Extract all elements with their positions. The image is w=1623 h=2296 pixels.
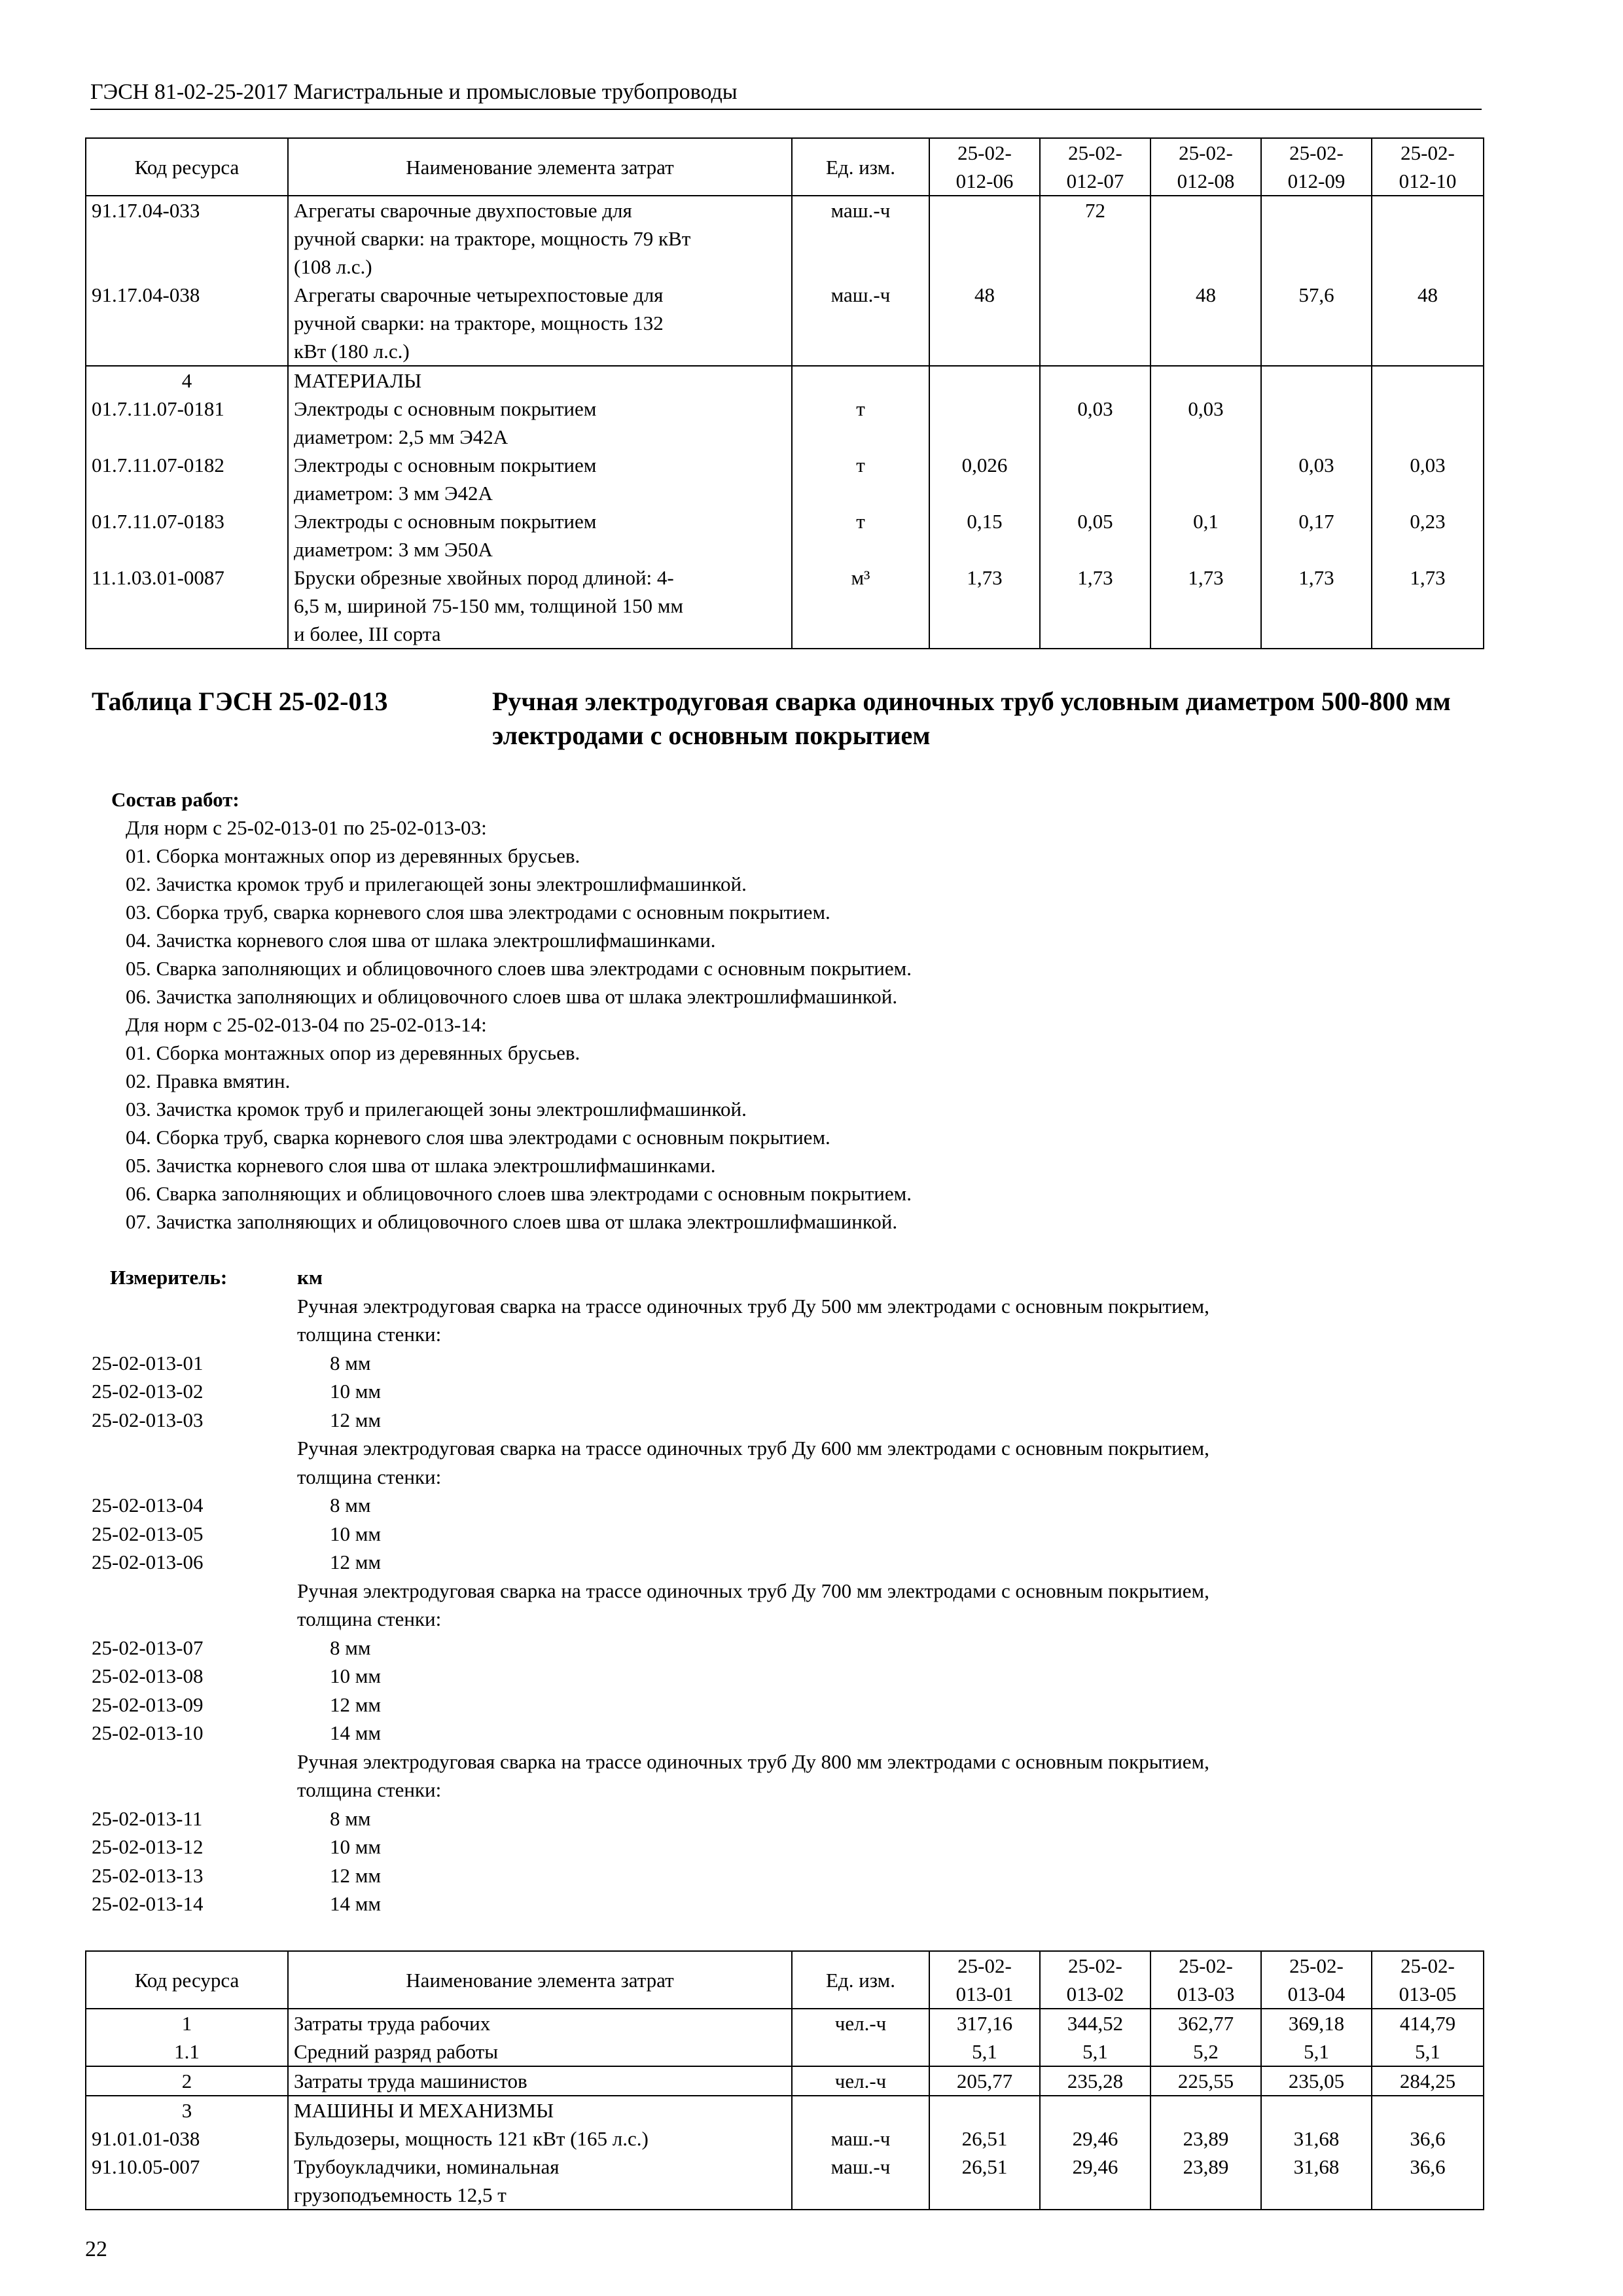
col-header-name: Наименование элемента затрат — [288, 1951, 792, 2009]
resource-name — [288, 196, 792, 281]
norm-thickness: 8 мм — [330, 1806, 371, 1830]
resource-code: 1 — [86, 2009, 288, 2037]
norm-value: 31,68 — [1261, 2153, 1372, 2210]
cell-line: Бульдозеры, мощность 121 кВт (165 л.с.) — [294, 2127, 649, 2150]
resource-unit: чел.-ч — [792, 2009, 929, 2037]
col-header-norm — [1040, 138, 1150, 196]
norm-value: 36,6 — [1372, 2125, 1484, 2153]
table-row — [86, 196, 1484, 281]
header-title: ГЭСН 81-02-25-2017 Магистральные и промысловые трубопроводы — [90, 80, 738, 104]
norm-value — [1150, 451, 1261, 507]
cell-line: Затраты труда машинистов — [294, 2070, 527, 2092]
norm-code: 25-02-013-09 — [92, 1693, 204, 1716]
table-row — [86, 281, 1484, 366]
meter-desc-row — [92, 1776, 1486, 1804]
work-composition-heading: Состав работ: — [111, 788, 240, 811]
cell-line: 25-02- — [1068, 141, 1122, 164]
norm-value — [1261, 196, 1372, 281]
norm-code: 25-02-013-11 — [92, 1806, 203, 1830]
cell-line: Бруски обрезные хвойных пород длиной: 4- — [294, 566, 674, 589]
resource-unit: т — [792, 507, 929, 564]
norm-value: 0,03 — [1372, 451, 1484, 507]
table-row — [86, 366, 1484, 395]
meter-description: толщина стенки: — [297, 1323, 442, 1346]
norm-value: 1,73 — [929, 564, 1040, 649]
col-header-norm — [929, 1951, 1040, 2009]
table-row — [86, 2096, 1484, 2125]
resource-name — [288, 281, 792, 366]
meter-desc-row — [92, 1292, 1486, 1321]
norm-value: 5,1 — [1372, 2037, 1484, 2066]
cell-line: Агрегаты сварочные четырехпостовые для — [294, 283, 664, 306]
cell-line: диаметром: 3 мм Э42А — [294, 482, 493, 505]
cell-line: Электроды с основным покрытием — [294, 397, 597, 420]
col-header-name: Наименование элемента затрат — [288, 138, 792, 196]
resource-code: 01.7.11.07-0181 — [86, 395, 288, 451]
measurement-unit-section — [92, 1263, 1486, 1918]
resource-unit: маш.-ч — [792, 2125, 929, 2153]
norm-value — [1150, 366, 1261, 395]
norm-value: 1,73 — [1150, 564, 1261, 649]
meter-description: толщина стенки: — [297, 1465, 442, 1488]
resource-unit: маш.-ч — [792, 281, 929, 366]
norm-value — [1372, 196, 1484, 281]
norm-value: 0,23 — [1372, 507, 1484, 564]
norm-value — [1261, 366, 1372, 395]
cell-line: 012-10 — [1399, 170, 1457, 192]
resource-unit — [792, 2037, 929, 2066]
resource-code: 91.17.04-038 — [86, 281, 288, 366]
resource-unit — [792, 2096, 929, 2125]
norm-value — [929, 2096, 1040, 2125]
work-item: 05. Зачистка корневого слоя шва от шлака электрошлифмашинками. — [126, 1154, 716, 1177]
norm-value: 0,026 — [929, 451, 1040, 507]
work-item: 04. Сборка труб, сварка корневого слоя шва электродами с основным покрытием. — [126, 1126, 830, 1149]
norm-value: 284,25 — [1372, 2066, 1484, 2096]
norm-value — [1150, 196, 1261, 281]
norm-value — [1040, 281, 1150, 366]
norm-value: 29,46 — [1040, 2153, 1150, 2210]
norm-value: 0,17 — [1261, 507, 1372, 564]
norm-thickness: 12 мм — [330, 1863, 381, 1887]
norm-value: 0,03 — [1150, 395, 1261, 451]
norm-value: 48 — [1372, 281, 1484, 366]
meter-description: Ручная электродуговая сварка на трассе одиночных труб Ду 600 мм электродами с основным покрытием, — [297, 1437, 1209, 1460]
norm-row — [92, 1833, 1486, 1861]
norm-code: 25-02-013-07 — [92, 1636, 204, 1659]
norm-value: 225,55 — [1150, 2066, 1261, 2096]
table-row — [86, 395, 1484, 451]
work-item: 07. Зачистка заполняющих и облицовочного слоев шва от шлака электрошлифмашинкой. — [126, 1210, 898, 1233]
norm-value: 5,2 — [1150, 2037, 1261, 2066]
norm-value: 29,46 — [1040, 2125, 1150, 2153]
norm-value: 0,03 — [1261, 451, 1372, 507]
norm-value: 72 — [1040, 196, 1150, 281]
resource-code: 91.10.05-007 — [86, 2153, 288, 2210]
cell-line: кВт (180 л.с.) — [294, 340, 410, 363]
norm-value: 23,89 — [1150, 2125, 1261, 2153]
norm-row — [92, 1406, 1486, 1435]
table-code: Таблица ГЭСН 25-02-013 — [92, 687, 388, 716]
cell-line: диаметром: 3 мм Э50А — [294, 538, 493, 561]
table-row — [86, 2009, 1484, 2037]
cell-line: 25-02- — [1289, 141, 1344, 164]
norm-thickness: 14 мм — [330, 1721, 381, 1744]
cell-line: 012-07 — [1066, 170, 1124, 192]
resource-unit — [792, 366, 929, 395]
cell-line: 012-08 — [1177, 170, 1235, 192]
resource-code: 91.17.04-033 — [86, 196, 288, 281]
meter-desc-row — [92, 1463, 1486, 1492]
norm-row — [92, 1662, 1486, 1691]
cell-line: и более, III сорта — [294, 622, 441, 645]
norm-row — [92, 1804, 1486, 1833]
resource-code: 2 — [86, 2066, 288, 2096]
norm-thickness: 8 мм — [330, 1494, 371, 1516]
work-item: 02. Правка вмятин. — [126, 1069, 291, 1092]
resource-table-013 — [85, 1950, 1484, 2210]
norm-row — [92, 1349, 1486, 1378]
cell-line: МАШИНЫ И МЕХАНИЗМЫ — [294, 2099, 554, 2122]
norm-value: 0,05 — [1040, 507, 1150, 564]
resource-name — [288, 2066, 792, 2096]
norm-value: 235,05 — [1261, 2066, 1372, 2096]
meter-desc-row — [92, 1605, 1486, 1634]
norm-row — [92, 1719, 1486, 1748]
norm-thickness: 10 мм — [330, 1522, 381, 1545]
cell-line: (108 л.с.) — [294, 255, 372, 278]
resource-unit: чел.-ч — [792, 2066, 929, 2096]
norm-value — [1040, 2096, 1150, 2125]
norm-value: 26,51 — [929, 2153, 1040, 2210]
norm-value: 205,77 — [929, 2066, 1040, 2096]
page-number: 22 — [85, 2237, 107, 2261]
norm-value: 57,6 — [1261, 281, 1372, 366]
norm-value: 48 — [929, 281, 1040, 366]
norm-value: 31,68 — [1261, 2125, 1372, 2153]
norm-value: 48 — [1150, 281, 1261, 366]
norm-thickness: 10 мм — [330, 1664, 381, 1687]
col-header-unit: Ед. изм. — [792, 1951, 929, 2009]
norm-value: 0,1 — [1150, 507, 1261, 564]
norm-thickness: 8 мм — [330, 1351, 371, 1374]
meter-description: толщина стенки: — [297, 1778, 442, 1801]
cell-line: 013-01 — [955, 1982, 1014, 2005]
norm-thickness: 12 мм — [330, 1693, 381, 1716]
norm-value — [1150, 2096, 1261, 2125]
norm-row — [92, 1377, 1486, 1406]
cell-line: 25-02- — [1289, 1954, 1344, 1977]
work-group-title: Для норм с 25-02-013-01 по 25-02-013-03: — [126, 816, 487, 839]
work-item: 03. Зачистка кромок труб и прилегающей зоны электрошлифмашинкой. — [126, 1098, 747, 1121]
table-header-row — [86, 1951, 1484, 2009]
table-row — [86, 2037, 1484, 2066]
resource-name — [288, 395, 792, 451]
col-header-norm — [1261, 138, 1372, 196]
norm-row — [92, 1861, 1486, 1890]
cell-line: 012-09 — [1287, 170, 1346, 192]
norm-thickness: 8 мм — [330, 1636, 371, 1659]
resource-unit: маш.-ч — [792, 196, 929, 281]
norm-value: 26,51 — [929, 2125, 1040, 2153]
norm-value — [1040, 451, 1150, 507]
cell-line: ручной сварки: на тракторе, мощность 79 кВт — [294, 227, 691, 250]
norm-value: 1,73 — [1261, 564, 1372, 649]
page-header — [90, 77, 1482, 110]
norm-thickness: 10 мм — [330, 1380, 381, 1403]
cell-line: Затраты труда рабочих — [294, 2012, 491, 2035]
resource-table-012 — [85, 137, 1484, 649]
col-header-norm — [1150, 1951, 1261, 2009]
work-item: 03. Сборка труб, сварка корневого слоя шва электродами с основным покрытием. — [126, 901, 830, 924]
cell-line: грузоподъемность 12,5 т — [294, 2183, 507, 2206]
work-item: 01. Сборка монтажных опор из деревянных брусьев. — [126, 844, 580, 867]
table-row — [86, 2066, 1484, 2096]
meter-description: толщина стенки: — [297, 1607, 442, 1630]
col-header-norm — [1372, 138, 1484, 196]
norm-code: 25-02-013-04 — [92, 1494, 204, 1516]
norm-row — [92, 1691, 1486, 1719]
norm-code: 25-02-013-13 — [92, 1863, 204, 1887]
norm-value: 0,03 — [1040, 395, 1150, 451]
meter-label: Измеритель: — [110, 1266, 228, 1289]
norm-value — [1372, 2096, 1484, 2125]
norm-value: 235,28 — [1040, 2066, 1150, 2096]
cell-line: Электроды с основным покрытием — [294, 510, 597, 533]
resource-name — [288, 451, 792, 507]
resource-unit: т — [792, 451, 929, 507]
resource-code: 01.7.11.07-0182 — [86, 451, 288, 507]
table-row — [86, 2125, 1484, 2153]
resource-name — [288, 564, 792, 649]
norm-code: 25-02-013-03 — [92, 1408, 204, 1431]
norm-value: 36,6 — [1372, 2153, 1484, 2210]
norm-code: 25-02-013-12 — [92, 1835, 204, 1858]
norm-code: 25-02-013-05 — [92, 1522, 204, 1545]
cell-line: 013-02 — [1066, 1982, 1124, 2005]
work-composition — [111, 785, 1486, 1236]
table-header-row — [86, 138, 1484, 196]
resource-name — [288, 2009, 792, 2037]
meter-description: Ручная электродуговая сварка на трассе одиночных труб Ду 700 мм электродами с основным покрытием, — [297, 1579, 1209, 1602]
norm-value — [1372, 395, 1484, 451]
table-row — [86, 451, 1484, 507]
resource-name — [288, 2125, 792, 2153]
norm-row — [92, 1634, 1486, 1662]
table-row — [86, 564, 1484, 649]
work-item: 06. Зачистка заполняющих и облицовочного слоев шва от шлака электрошлифмашинкой. — [126, 985, 898, 1008]
norm-value — [929, 395, 1040, 451]
resource-name — [288, 2153, 792, 2210]
resource-name — [288, 2096, 792, 2125]
cell-line: Агрегаты сварочные двухпостовые для — [294, 199, 632, 222]
cell-line: 25-02- — [1179, 1954, 1233, 1977]
norm-value: 362,77 — [1150, 2009, 1261, 2037]
col-header-norm — [1040, 1951, 1150, 2009]
norm-value: 414,79 — [1372, 2009, 1484, 2037]
norm-value — [1261, 395, 1372, 451]
norm-code: 25-02-013-10 — [92, 1721, 204, 1744]
col-header-norm — [1372, 1951, 1484, 2009]
resource-code: 1.1 — [86, 2037, 288, 2066]
norm-thickness: 12 мм — [330, 1408, 381, 1431]
resource-unit: маш.-ч — [792, 2153, 929, 2210]
norm-row — [92, 1890, 1486, 1918]
resource-name — [288, 366, 792, 395]
col-header-norm — [1150, 138, 1261, 196]
cell-line: 25-02- — [957, 1954, 1012, 1977]
resource-name — [288, 507, 792, 564]
norm-value — [1040, 366, 1150, 395]
norm-value: 344,52 — [1040, 2009, 1150, 2037]
table-row — [86, 2153, 1484, 2210]
resource-code: 01.7.11.07-0183 — [86, 507, 288, 564]
cell-line: 013-04 — [1287, 1982, 1346, 2005]
norm-value: 5,1 — [929, 2037, 1040, 2066]
resource-unit: т — [792, 395, 929, 451]
cell-line: 012-06 — [955, 170, 1014, 192]
norm-value — [929, 196, 1040, 281]
cell-line: 6,5 м, шириной 75-150 мм, толщиной 150 мм — [294, 594, 683, 617]
cell-line: 25-02- — [1400, 141, 1455, 164]
col-header-unit: Ед. изм. — [792, 138, 929, 196]
cell-line: 25-02- — [1179, 141, 1233, 164]
norm-row — [92, 1520, 1486, 1549]
norm-code: 25-02-013-02 — [92, 1380, 204, 1403]
norm-thickness: 10 мм — [330, 1835, 381, 1858]
norm-value: 1,73 — [1372, 564, 1484, 649]
meter-desc-row — [92, 1577, 1486, 1605]
cell-line: 25-02- — [957, 141, 1012, 164]
cell-line: ручной сварки: на тракторе, мощность 132 — [294, 312, 664, 334]
col-header-code: Код ресурса — [86, 138, 288, 196]
norm-code: 25-02-013-06 — [92, 1551, 204, 1573]
norm-value: 5,1 — [1261, 2037, 1372, 2066]
cell-line: 013-05 — [1399, 1982, 1457, 2005]
cell-line: диаметром: 2,5 мм Э42А — [294, 425, 508, 448]
norm-value: 5,1 — [1040, 2037, 1150, 2066]
norm-code: 25-02-013-14 — [92, 1892, 204, 1915]
resource-unit: м³ — [792, 564, 929, 649]
col-header-code: Код ресурса — [86, 1951, 288, 2009]
resource-code: 4 — [86, 366, 288, 395]
norm-code: 25-02-013-08 — [92, 1664, 204, 1687]
work-item: 01. Сборка монтажных опор из деревянных брусьев. — [126, 1041, 580, 1064]
norm-value — [929, 366, 1040, 395]
norm-thickness: 14 мм — [330, 1892, 381, 1915]
meter-description: Ручная электродуговая сварка на трассе одиночных труб Ду 500 мм электродами с основным покрытием, — [297, 1294, 1209, 1318]
meter-desc-row — [92, 1748, 1486, 1776]
cell-line: 25-02- — [1068, 1954, 1122, 1977]
norm-value: 1,73 — [1040, 564, 1150, 649]
norm-value: 317,16 — [929, 2009, 1040, 2037]
work-item: 04. Зачистка корневого слоя шва от шлака электрошлифмашинками. — [126, 929, 716, 952]
norm-value: 369,18 — [1261, 2009, 1372, 2037]
table-row — [86, 507, 1484, 564]
work-group-title: Для норм с 25-02-013-04 по 25-02-013-14: — [126, 1013, 487, 1036]
work-item: 06. Сварка заполняющих и облицовочного слоев шва электродами с основным покрытием. — [126, 1182, 912, 1205]
cell-line: Трубоукладчики, номинальная — [294, 2155, 560, 2178]
resource-name — [288, 2037, 792, 2066]
meter-desc-row — [92, 1320, 1486, 1349]
work-item: 05. Сварка заполняющих и облицовочного слоев шва электродами с основным покрытием. — [126, 957, 912, 980]
cell-line: 013-03 — [1177, 1982, 1235, 2005]
norm-value — [1372, 366, 1484, 395]
meter-unit: км — [297, 1266, 323, 1289]
norm-value: 23,89 — [1150, 2153, 1261, 2210]
norm-row — [92, 1491, 1486, 1520]
resource-code: 11.1.03.01-0087 — [86, 564, 288, 649]
cell-line: Средний разряд работы — [294, 2040, 499, 2063]
resource-code: 3 — [86, 2096, 288, 2125]
norm-value: 0,15 — [929, 507, 1040, 564]
norm-row — [92, 1548, 1486, 1577]
meter-desc-row — [92, 1434, 1486, 1463]
col-header-norm — [1261, 1951, 1372, 2009]
norm-code: 25-02-013-01 — [92, 1351, 204, 1374]
work-item: 02. Зачистка кромок труб и прилегающей зоны электрошлифмашинкой. — [126, 872, 747, 895]
norm-value — [1261, 2096, 1372, 2125]
norm-thickness: 12 мм — [330, 1551, 381, 1573]
resource-code: 91.01.01-038 — [86, 2125, 288, 2153]
cell-line: 25-02- — [1400, 1954, 1455, 1977]
meter-description: Ручная электродуговая сварка на трассе одиночных труб Ду 800 мм электродами с основным покрытием, — [297, 1749, 1209, 1773]
table-title: Ручная электродуговая сварка одиночных труб условным диаметром 500-800 мм электродами с основным покрытием — [492, 687, 1451, 750]
col-header-norm — [929, 138, 1040, 196]
cell-line: МАТЕРИАЛЫ — [294, 369, 422, 392]
cell-line: Электроды с основным покрытием — [294, 454, 597, 476]
